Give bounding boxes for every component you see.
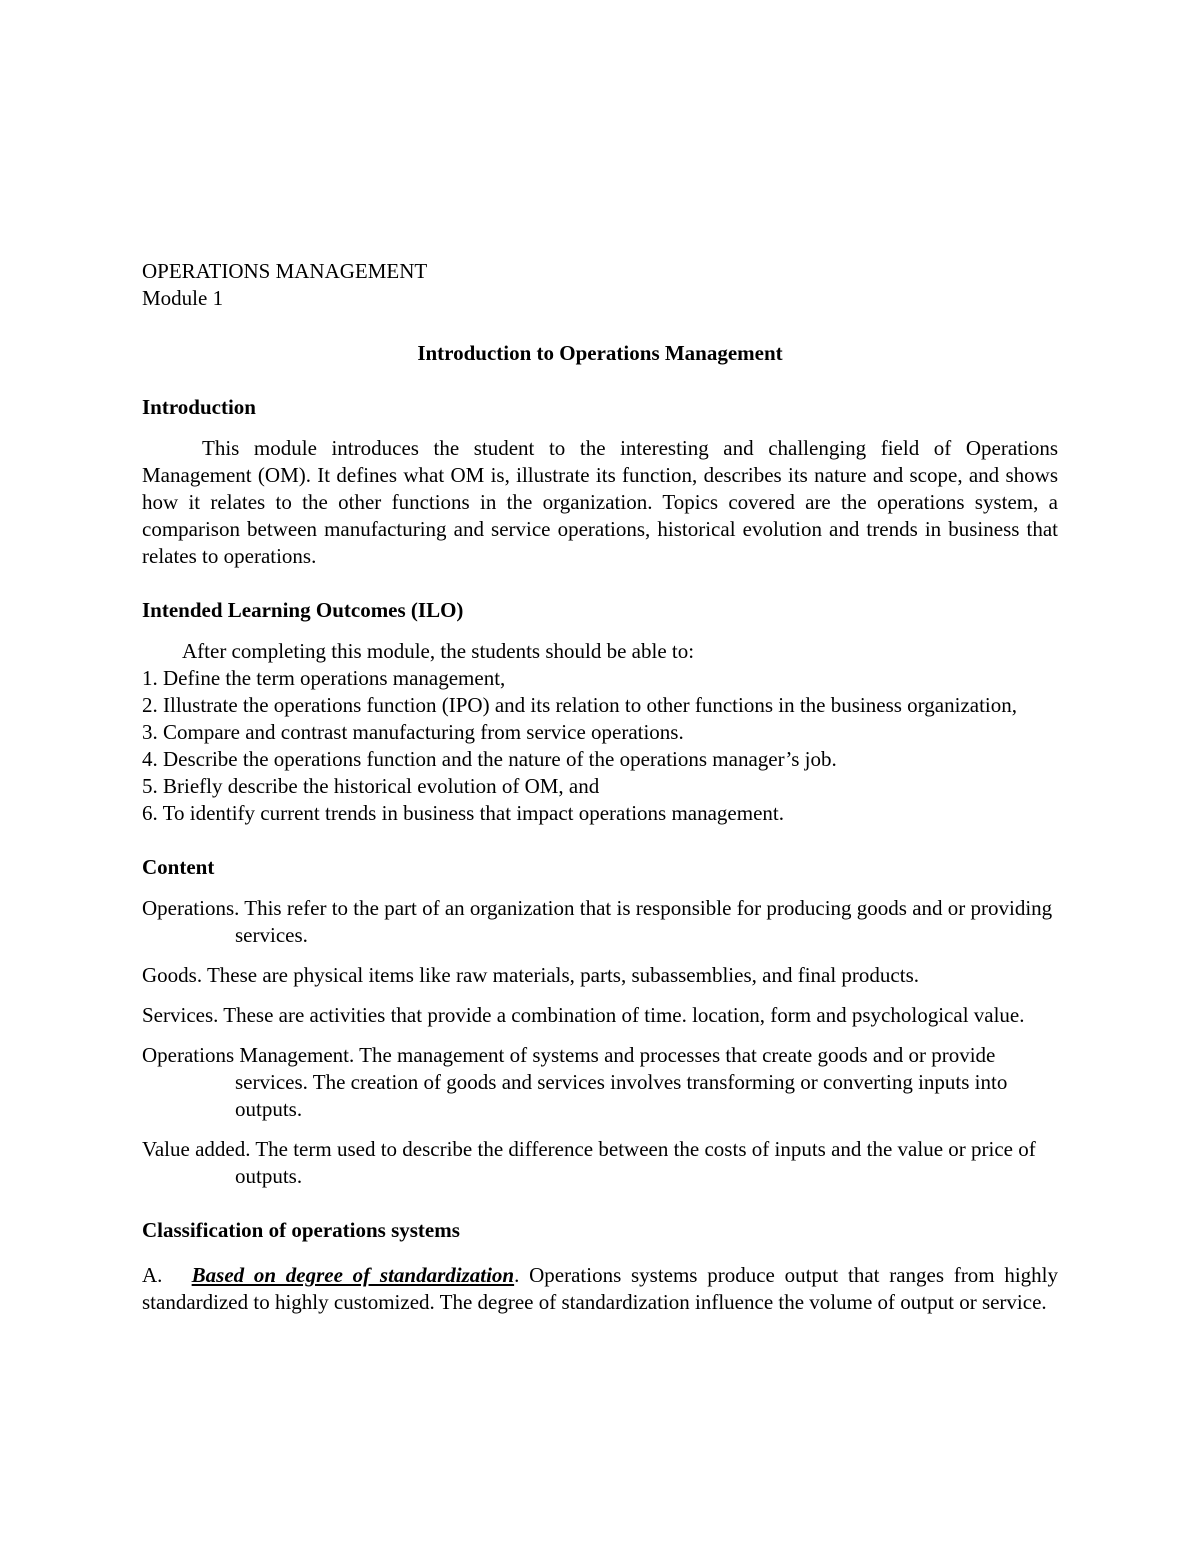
classification-heading: Classification of operations systems xyxy=(142,1218,460,1242)
classification-item-a-title: Based on degree of standardization xyxy=(191,1263,515,1287)
content-heading: Content xyxy=(142,855,215,879)
ilo-heading: Intended Learning Outcomes (ILO) xyxy=(142,598,464,622)
ilo-item: 6. To identify current trends in business that impact operations management. xyxy=(142,801,784,825)
ilo-item: 5. Briefly describe the historical evolution of OM, and xyxy=(142,774,600,798)
definition-services: Services. These are activities that provide a combination of time. location, form and psychological value. xyxy=(142,1003,1025,1027)
definition-goods: Goods. These are physical items like raw materials, parts, subassemblies, and final products. xyxy=(142,963,919,987)
document-page xyxy=(142,258,1058,1316)
definition-operations: Operations. This refer to the part of an organization that is responsible for producing goods and or providing services. xyxy=(142,896,1053,947)
ilo-item: 1. Define the term operations management, xyxy=(142,666,506,690)
ilo-intro: After completing this module, the students should be able to: xyxy=(182,639,695,663)
introduction-paragraph: This module introduces the student to the interesting and challenging field of Operations Management (OM). It defines what OM is, illustrate its function, describes its nature and scope, and shows how it relates to the other functions in the organization. Topics covered are the operations system, a comparison between manufacturing and service operations, historical evolution and trends in business that relates to operations. xyxy=(142,436,1058,568)
document-title: Introduction to Operations Management xyxy=(417,341,783,365)
module-label: Module 1 xyxy=(142,286,224,310)
introduction-heading: Introduction xyxy=(142,395,256,419)
classification-item-a-label: A. xyxy=(142,1263,163,1287)
ilo-item: 4. Describe the operations function and the nature of the operations manager’s job. xyxy=(142,747,837,771)
ilo-item: 3. Compare and contrast manufacturing from service operations. xyxy=(142,720,684,744)
classification-item-a-text: . Operations systems produce output that ranges from highly standardized to highly customized. The degree of standardization influence the volume of output or service. xyxy=(142,1263,1058,1314)
definition-operations-management: Operations Management. The management of systems and processes that create goods and or provide services. The creation of goods and services involves transforming or converting inputs into outputs. xyxy=(142,1043,1008,1121)
classification-item-a xyxy=(142,1262,1058,1316)
course-title: OPERATIONS MANAGEMENT xyxy=(142,259,428,283)
ilo-item: 2. Illustrate the operations function (IPO) and its relation to other functions in the business organization, xyxy=(142,693,1018,717)
ilo-list xyxy=(142,665,1058,827)
definition-value-added: Value added. The term used to describe the difference between the costs of inputs and the value or price of outputs. xyxy=(142,1137,1036,1188)
